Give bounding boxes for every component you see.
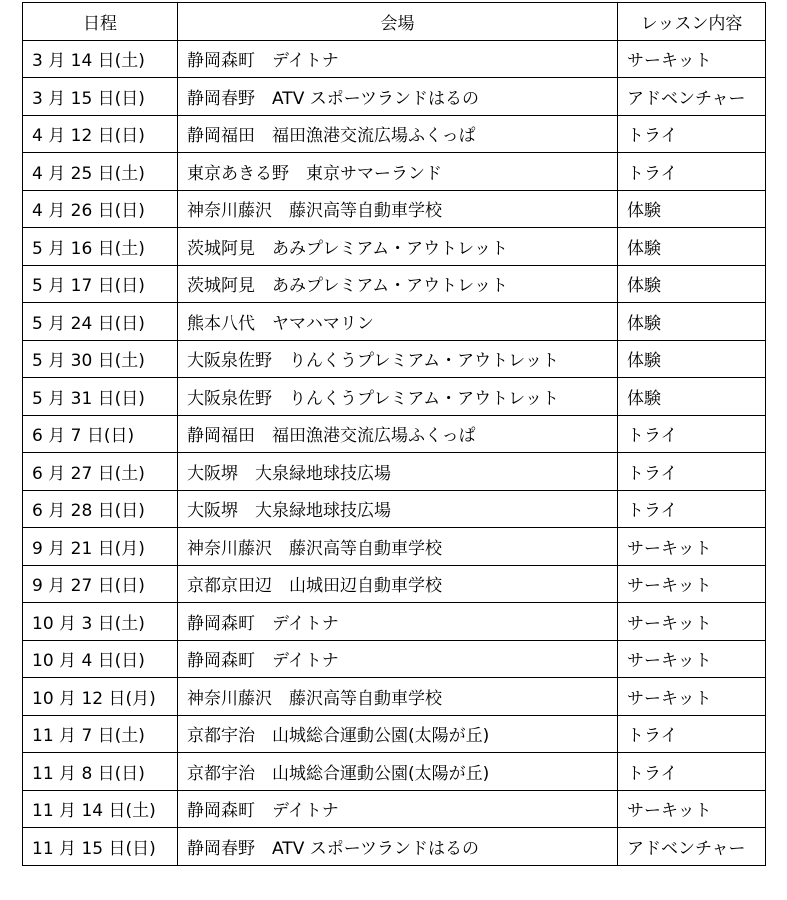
venue-cell: 大阪泉佐野 りんくうプレミアム・アウトレット [178,340,618,378]
table-row [23,528,766,566]
date-cell: 3 月 14 日(土) [23,40,178,78]
header-date: 日程 [23,3,178,41]
venue-cell: 茨城阿見 あみプレミアム・アウトレット [178,265,618,303]
lesson-cell: 体験 [618,228,766,266]
table-row [23,78,766,116]
table-row [23,228,766,266]
table-row [23,603,766,641]
date-cell: 11 月 15 日(日) [23,828,178,866]
date-cell: 11 月 7 日(土) [23,715,178,753]
table-row [23,415,766,453]
date-cell: 4 月 25 日(土) [23,153,178,191]
table-row [23,378,766,416]
table-row [23,753,766,791]
lesson-cell: トライ [618,753,766,791]
venue-cell: 京都京田辺 山城田辺自動車学校 [178,565,618,603]
date-cell: 10 月 12 日(月) [23,678,178,716]
venue-cell: 神奈川藤沢 藤沢高等自動車学校 [178,528,618,566]
lesson-cell: トライ [618,490,766,528]
date-cell: 3 月 15 日(日) [23,78,178,116]
table-row [23,453,766,491]
lesson-cell: 体験 [618,303,766,341]
date-cell: 11 月 8 日(日) [23,753,178,791]
venue-cell: 京都宇治 山城総合運動公園(太陽が丘) [178,715,618,753]
lesson-cell: サーキット [618,678,766,716]
table-row [23,303,766,341]
table-row [23,715,766,753]
date-cell: 6 月 7 日(日) [23,415,178,453]
lesson-cell: アドベンチャー [618,828,766,866]
header-row [23,3,766,41]
table-row [23,790,766,828]
lesson-cell: トライ [618,453,766,491]
header-lesson: レッスン内容 [618,3,766,41]
date-cell: 9 月 27 日(日) [23,565,178,603]
venue-cell: 静岡森町 デイトナ [178,640,618,678]
table-row [23,565,766,603]
date-cell: 5 月 16 日(土) [23,228,178,266]
date-cell: 11 月 14 日(土) [23,790,178,828]
lesson-cell: トライ [618,415,766,453]
date-cell: 10 月 4 日(日) [23,640,178,678]
date-cell: 5 月 24 日(日) [23,303,178,341]
venue-cell: 静岡森町 デイトナ [178,603,618,641]
venue-cell: 大阪堺 大泉緑地球技広場 [178,453,618,491]
lesson-cell: サーキット [618,565,766,603]
venue-cell: 茨城阿見 あみプレミアム・アウトレット [178,228,618,266]
table-row [23,340,766,378]
lesson-cell: サーキット [618,528,766,566]
date-cell: 6 月 27 日(土) [23,453,178,491]
header-venue: 会場 [178,3,618,41]
lesson-cell: トライ [618,715,766,753]
venue-cell: 大阪泉佐野 りんくうプレミアム・アウトレット [178,378,618,416]
lesson-cell: 体験 [618,378,766,416]
table-row [23,265,766,303]
table-row [23,678,766,716]
venue-cell: 神奈川藤沢 藤沢高等自動車学校 [178,678,618,716]
schedule-table [22,2,766,866]
venue-cell: 静岡春野 ATV スポーツランドはるの [178,828,618,866]
venue-cell: 静岡森町 デイトナ [178,40,618,78]
lesson-cell: 体験 [618,340,766,378]
table-row [23,153,766,191]
venue-cell: 静岡春野 ATV スポーツランドはるの [178,78,618,116]
venue-cell: 熊本八代 ヤマハマリン [178,303,618,341]
venue-cell: 静岡福田 福田漁港交流広場ふくっぱ [178,415,618,453]
date-cell: 4 月 26 日(日) [23,190,178,228]
table-row [23,828,766,866]
lesson-cell: 体験 [618,265,766,303]
lesson-cell: サーキット [618,603,766,641]
table-row [23,40,766,78]
schedule-body [23,40,766,865]
date-cell: 10 月 3 日(土) [23,603,178,641]
date-cell: 9 月 21 日(月) [23,528,178,566]
date-cell: 4 月 12 日(日) [23,115,178,153]
lesson-cell: サーキット [618,40,766,78]
date-cell: 6 月 28 日(日) [23,490,178,528]
date-cell: 5 月 30 日(土) [23,340,178,378]
table-row [23,190,766,228]
venue-cell: 静岡福田 福田漁港交流広場ふくっぱ [178,115,618,153]
table-row [23,490,766,528]
venue-cell: 静岡森町 デイトナ [178,790,618,828]
lesson-cell: 体験 [618,190,766,228]
lesson-cell: サーキット [618,790,766,828]
date-cell: 5 月 31 日(日) [23,378,178,416]
venue-cell: 大阪堺 大泉緑地球技広場 [178,490,618,528]
lesson-cell: トライ [618,153,766,191]
venue-cell: 東京あきる野 東京サマーランド [178,153,618,191]
date-cell: 5 月 17 日(日) [23,265,178,303]
table-row [23,640,766,678]
lesson-cell: アドベンチャー [618,78,766,116]
lesson-cell: サーキット [618,640,766,678]
table-row [23,115,766,153]
venue-cell: 神奈川藤沢 藤沢高等自動車学校 [178,190,618,228]
lesson-cell: トライ [618,115,766,153]
venue-cell: 京都宇治 山城総合運動公園(太陽が丘) [178,753,618,791]
